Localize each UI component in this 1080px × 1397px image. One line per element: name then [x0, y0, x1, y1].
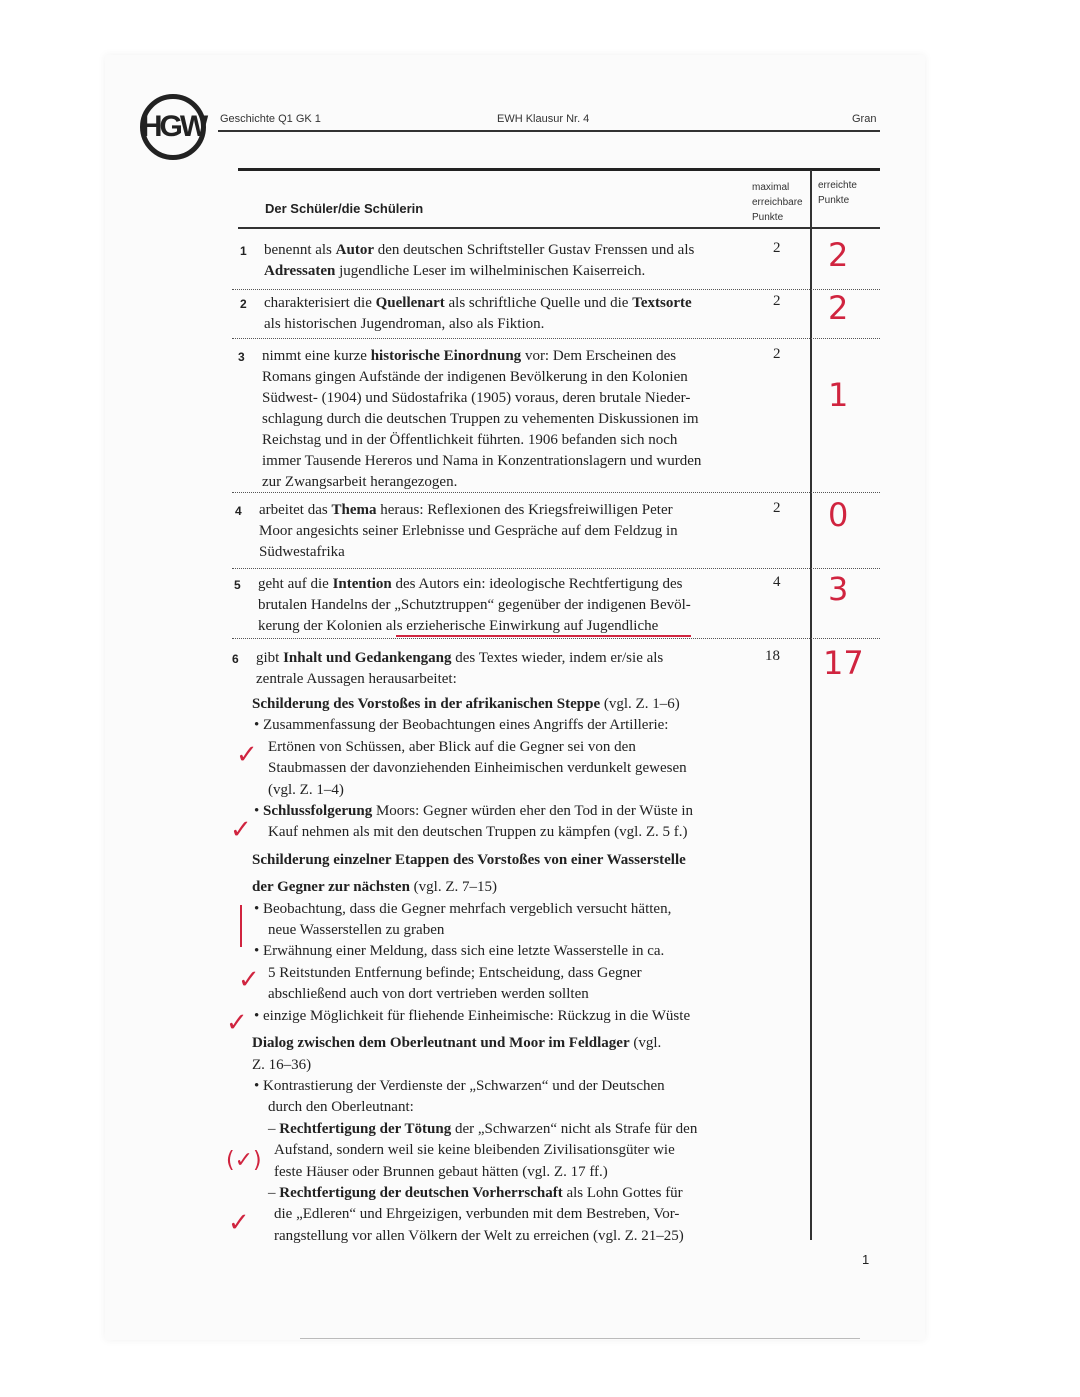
- outline-line: Schilderung des Vorstoßes in der afrikanischen Steppe (vgl. Z. 1–6): [252, 696, 680, 712]
- outline-line: abschließend auch von dort vertrieben werden sollten: [268, 986, 589, 1003]
- checkmark-icon: ✓: [236, 740, 258, 770]
- outline-line: durch den Oberleutnant:: [268, 1099, 414, 1116]
- outline-line: Dialog zwischen dem Oberleutnant und Moor im Feldlager (vgl.: [252, 1035, 662, 1052]
- achieved-points-handwritten: 2: [828, 236, 849, 274]
- row-separator: [232, 568, 880, 569]
- partial-checkmark-icon: (✓): [226, 1148, 262, 1173]
- achieved-points-handwritten: 1: [828, 376, 849, 414]
- outline-line: neue Wasserstellen zu graben: [268, 922, 445, 939]
- header-line: Punkte: [752, 212, 784, 223]
- outline-line: – Rechtfertigung der deutschen Vorherrschaft als Lohn Gottes für: [268, 1184, 683, 1201]
- row-separator: [232, 289, 880, 290]
- max-points: 2: [773, 240, 781, 256]
- column-divider: [810, 170, 812, 1240]
- checkmark-icon: ✓: [226, 1008, 248, 1038]
- outline-line: (vgl. Z. 1–4): [268, 781, 344, 798]
- outline-line: Z. 16–36): [252, 1056, 312, 1073]
- criterion-text: gibt Inhalt und Gedankengang des Textes wieder, indem er/sie als zentrale Aussagen herausarbeitet:: [256, 650, 664, 687]
- row-number: 4: [235, 504, 242, 518]
- max-points: 2: [773, 346, 781, 362]
- criterion-text: geht auf die Intention des Autors ein: ideologische Rechtfertigung des brutalen Handelns der „Schutztruppen“ gegenüber der indigenen Bevöl- kerung der Kolonien als erzieherische Einwirkung auf Jugendliche: [258, 576, 691, 634]
- outline-line: Staubmassen der davonziehenden Einheimischen verdunkelt gewesen: [268, 760, 687, 777]
- outline-line: Ertönen von Schüssen, aber Blick auf die Gegner sei von den: [268, 738, 636, 755]
- row-separator: [232, 338, 880, 339]
- outline-line: 5 Reitstunden Entfernung befinde; Entscheidung, dass Gegner: [268, 964, 642, 981]
- outline-line: Aufstand, sondern weil sie keine bleibenden Zivilisationsgüter wie: [274, 1142, 675, 1159]
- header-right-text: Gran: [852, 113, 877, 125]
- page-number: 1: [862, 1252, 870, 1267]
- outline-line: • einzige Möglichkeit für fliehende Einheimische: Rückzug in die Wüste: [254, 1007, 691, 1024]
- row-number: 6: [232, 652, 239, 666]
- header-line: Punkte: [818, 195, 850, 206]
- school-logo: HGW: [140, 94, 206, 160]
- red-underline: [396, 635, 691, 637]
- course-label: Geschichte Q1 GK 1: [220, 113, 321, 125]
- row-number: 5: [234, 578, 241, 592]
- row-number: 2: [240, 297, 247, 311]
- header-line: erreichte: [818, 180, 857, 191]
- outline-line: rangstellung vor allen Völkern der Welt zu erreichen (vgl. Z. 21–25): [274, 1227, 684, 1244]
- row6-content-outline: [252, 694, 752, 1247]
- column-header-max-points: [752, 180, 803, 225]
- row-number: 1: [240, 244, 247, 258]
- header-divider: [218, 130, 880, 132]
- red-margin-bar: [240, 905, 242, 947]
- max-points: 4: [773, 574, 781, 590]
- outline-line: • Schlussfolgerung Moors: Gegner würden eher den Tod in der Wüste in: [254, 803, 694, 820]
- outline-line: feste Häuser oder Brunnen gebaut hätten (vgl. Z. 17 ff.): [274, 1163, 608, 1180]
- row-number: 3: [238, 350, 245, 364]
- exam-title: EWH Klausur Nr. 4: [497, 113, 590, 125]
- table-top-rule: [238, 168, 880, 171]
- max-points: 2: [773, 293, 781, 309]
- outline-line: • Beobachtung, dass die Gegner mehrfach vergeblich versucht hätten,: [254, 900, 672, 917]
- outline-line: • Kontrastierung der Verdienste der „Schwarzen“ und der Deutschen: [254, 1077, 665, 1094]
- table-header-rule: [238, 227, 880, 229]
- max-points: 18: [765, 648, 780, 664]
- achieved-points-handwritten: 17: [823, 644, 864, 682]
- achieved-points-handwritten: 2: [828, 289, 849, 327]
- criterion-text: charakterisiert die Quellenart als schriftliche Quelle und die Textsorte als historischen Jugendroman, also als Fiktion.: [264, 295, 692, 332]
- header-line: maximal: [752, 182, 790, 193]
- page-bottom-edge: [300, 1338, 860, 1339]
- outline-line: der Gegner zur nächsten (vgl. Z. 7–15): [252, 879, 497, 896]
- max-points: 2: [773, 500, 781, 516]
- outline-line: Schilderung einzelner Etappen des Vorstoßes von einer Wasserstelle: [252, 851, 686, 868]
- checkmark-icon: ✓: [228, 1208, 250, 1238]
- achieved-points-handwritten: 0: [828, 496, 849, 534]
- row-separator: [232, 638, 880, 639]
- outline-line: • Erwähnung einer Meldung, dass sich eine letzte Wasserstelle in ca.: [254, 943, 665, 960]
- column-header-criteria: Der Schüler/die Schülerin: [265, 201, 424, 216]
- outline-line: Kauf nehmen als mit den deutschen Truppen zu kämpfen (vgl. Z. 5 f.): [268, 824, 688, 841]
- outline-line: • Zusammenfassung der Beobachtungen eines Angriffs der Artillerie:: [254, 717, 669, 734]
- achieved-points-handwritten: 3: [828, 570, 849, 608]
- header-line: erreichbare: [752, 197, 803, 208]
- checkmark-icon: ✓: [238, 965, 260, 995]
- criterion-text: arbeitet das Thema heraus: Reflexionen des Kriegsfreiwilligen Peter Moor angesichts seiner Erlebnisse und Gespräche auf dem Feldzug in Südwestafrika: [259, 502, 678, 560]
- column-header-achieved-points: [818, 178, 857, 208]
- criterion-text: benennt als Autor den deutschen Schriftsteller Gustav Frenssen und als Adressaten jugendliche Leser im wilhelminischen Kaiserreich.: [264, 242, 695, 279]
- criterion-text: nimmt eine kurze historische Einordnung vor: Dem Erscheinen des Romans gingen Aufstände der indigenen Bevölkerung in den Kolonien Südwest- (1904) und Südostafrika (1905) voraus, deren brutale Nieder- schlagung durch die deutschen Truppen zu vehementen Diskussionen im Reichstag und in der Öffentlichkeit führten. 1906 befanden sich noch immer Tausende Hereros und Nama in Konzentrationslagern und wurden zur Zwangsarbeit herangezogen.: [262, 348, 702, 490]
- checkmark-icon: ✓: [230, 815, 252, 845]
- outline-line: die „Edleren“ und Ehrgeizigen, verbunden mit dem Bestreben, Vor-: [274, 1206, 680, 1223]
- outline-line: – Rechtfertigung der Tötung der „Schwarzen“ nicht als Strafe für den: [268, 1120, 698, 1137]
